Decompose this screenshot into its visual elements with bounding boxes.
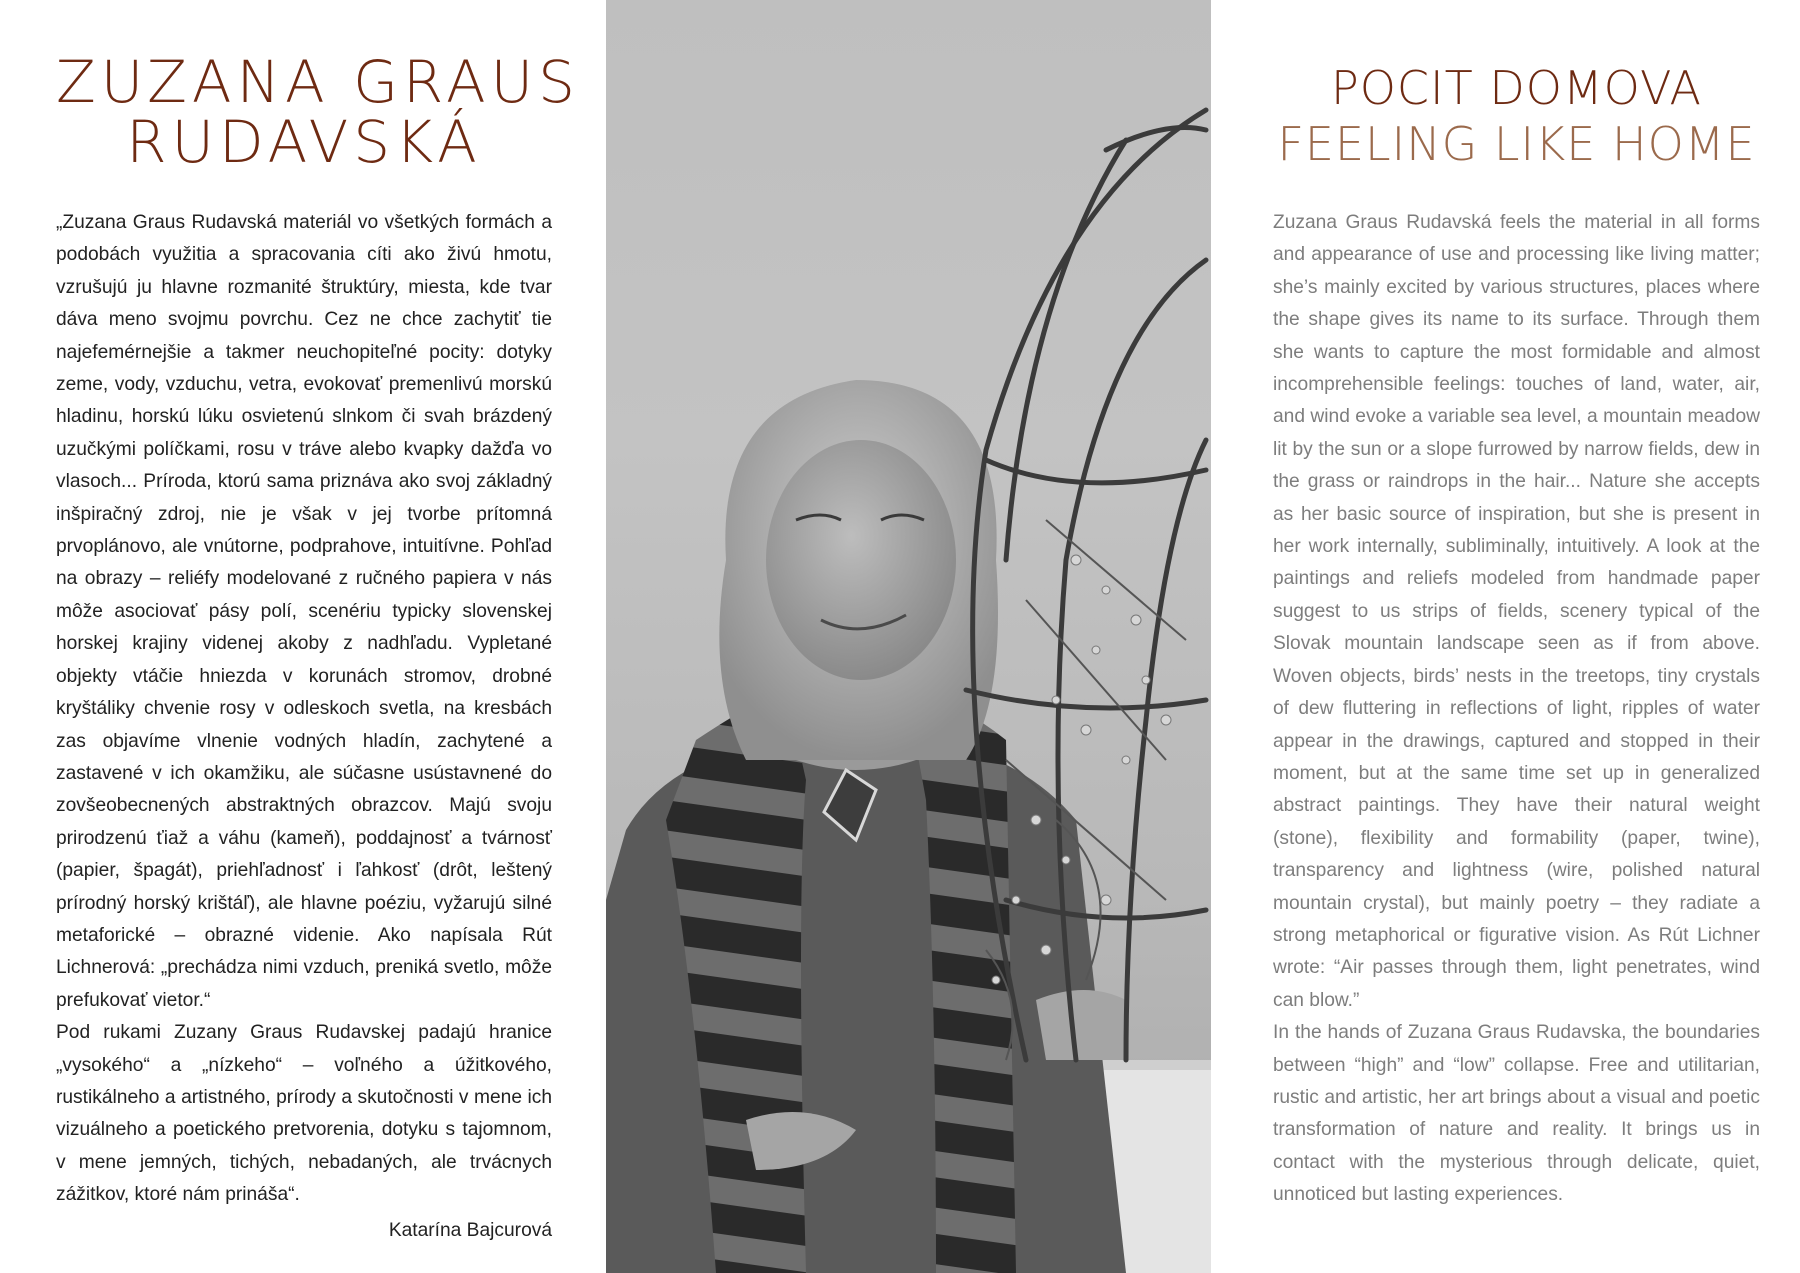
english-column (1273, 60, 1760, 1212)
slovak-paragraph-2: Pod rukami Zuzany Graus Rudavskej padajú hranice „vysokého“ a „nízkeho“ – voľného a úžitkového, rustikálneho a artistného, prírody a skutočnosti v mene ich vizuálneho a poetického pretvorenia, dotyku s tajomnom, v mene jemných, tichých, nebadaných, ale trvácnych zážitkov, ktoré nám prináša“. (56, 1022, 552, 1206)
photo-illustration (606, 0, 1211, 1273)
title-pocit-domova: POCIT DOMOVA (1330, 61, 1703, 115)
english-paragraph-2: In the hands of Zuzana Graus Rudavska, the boundaries between “high” and “low” collapse. Free and utilitarian, rustic and artistic, her art brings about a visual and poetic transformation of nature and reality. It brings us in contact with the mysterious through delicate, quiet, unnoticed but lasting experiences. (1273, 1022, 1760, 1206)
slovak-body-text (56, 207, 552, 1212)
artist-name-line-2: RUDAVSKÁ (126, 108, 482, 176)
artist-photo (606, 0, 1211, 1273)
english-body-text (1273, 207, 1760, 1212)
slovak-column (56, 48, 580, 1246)
artist-name-title (56, 48, 580, 176)
author-signature: Katarína Bajcurová (388, 1219, 552, 1241)
title-feeling-like-home: FEELING LIKE HOME (1277, 117, 1756, 171)
artist-name-line-1: ZUZANA GRAUS (56, 48, 580, 116)
slovak-paragraph-1: „Zuzana Graus Rudavská materiál vo všetkých formách a podobách využitia a spracovania cíti ako živú hmotu, vzrušujú ju hlavne rozmanité štruktúry, miesta, kde tvar dáva meno svojmu povrchu. Cez ne chce zachytiť tie najefemérnejšie a takmer neuchopiteľné pocity: dotyky zeme, vody, vzduchu, vetra, evokovať premenlivú morskú hladinu, horskú lúku osvietenú slnkom či svah brázdený uzučkými políčkami, rosu v tráve alebo kvapky dažďa vo vlasoch... Príroda, ktorú sama priznáva ako svoj základný inšpiračný zdroj, nie je však v jej tvorbe prítomná prvoplánovo, ale vnútorne, podprahove, intuitívne. Pohľad na obrazy – reliéfy modelované z ručného papiera v nás môže asociovať pásy polí, scenériu typicky slovenskej horskej krajiny videnej akoby z nadhľadu. Vypletané objekty vtáčie hniezda v korunách stromov, drobné kryštáliky chvenie rosy v odleskoch svetla, na kresbách zas objavíme vlnenie vodných hladín, zachytené a zastavené v ich okamžiku, ale súčasne usústavnené do zovšeobecnených abstraktných obrazcov. Majú svoju prirodzenú ťiaž a váhu (kameň), poddajnosť a tvárnosť (papier, špagát), priehľadnosť i ľahkosť (drôt, leštený prírodný horský krištáľ), ale hlavne poéziu, vyžarujú silné metaforické – obrazné videnie. Ako napísala Rút Lichnerová: „prechádza nimi vzduch, preniká svetlo, môže prefukovať vietor.“ (56, 212, 552, 1011)
english-paragraph-1: Zuzana Graus Rudavská feels the material in all forms and appearance of use and processing like living matter; she’s mainly excited by various structures, places where the shape gives its name to its surface. Through them she wants to capture the most formidable and almost incomprehensible feelings: touches of land, water, air, and wind evoke a variable sea level, a mountain meadow lit by the sun or a slope furrowed by narrow fields, dew in the grass or raindrops in the hair... Nature she accepts as her basic source of inspiration, but she is present in her work internally, subliminally, intuitively. A look at the paintings and reliefs modeled from handmade paper suggest to us strips of fields, scenery typical of the Slovak mountain landscape seen as if from above. Woven objects, birds’ nests in the treetops, tiny crystals of dew fluttering in reflections of light, ripples of water appear in the drawings, captured and stopped in their moment, but at the same time set up in generalized abstract paintings. They have their natural weight (stone), flexibility and formability (paper, twine), transparency and lightness (wire, polished natural mountain crystal), but mainly poetry – they radiate a strong metaphorical or figurative vision. As Rút Lichner wrote: “Air passes through them, light penetrates, wind can blow.” (1273, 212, 1760, 1011)
